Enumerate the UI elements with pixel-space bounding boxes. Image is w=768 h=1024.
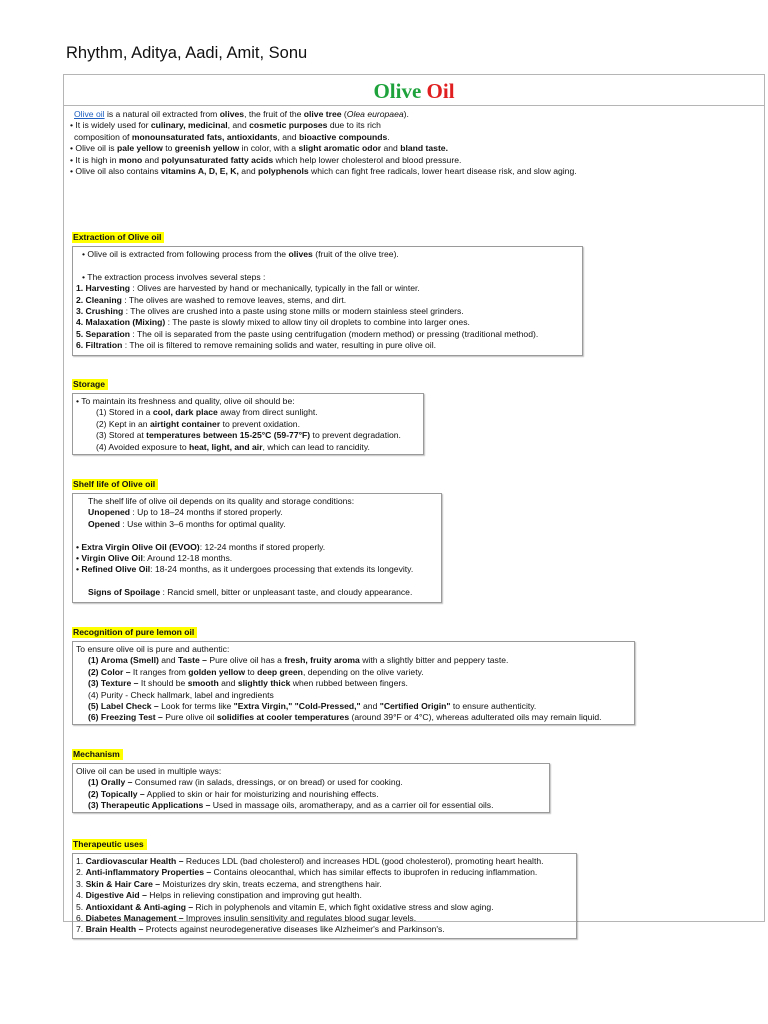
recognition-item [76,701,631,712]
recognition-item [76,667,631,678]
box-line: To ensure olive oil is pure and authentic: [76,644,230,654]
mechanism-item [76,789,546,800]
text: and [360,701,380,712]
extraction-step [76,317,579,328]
text: Helps in relieving constipation and improving gut health. [146,890,362,901]
text: cool, dark place [152,407,218,418]
text: 1. Harvesting [76,283,130,294]
text: 1. [76,856,86,866]
text: composition of [74,131,132,142]
intro-line [70,120,760,131]
text: bland taste. [400,143,448,154]
intro-line [70,109,760,120]
text: • Olive oil is extracted from following process from the [82,249,289,259]
spacer [76,260,579,271]
text: • It is high in [70,154,119,165]
text: Opened [88,518,120,529]
text: Pure olive oil has a [206,655,285,666]
therapeutic-item [76,924,573,935]
extraction-step [76,306,579,317]
text: • Virgin Olive Oil [76,553,143,564]
text: , which can lead to rancidity. [262,441,370,452]
text: and [158,655,178,666]
box-line: Olive oil can be used in multiple ways: [76,766,222,776]
text: 3. [76,878,86,889]
text: which help lower cholesterol and blood pressure. [273,154,462,165]
text: : Use within 3–6 months for optimal quality. [120,518,286,529]
text: : The oil is filtered to remove remaining solids and water, resulting in pure olive oil. [122,340,436,351]
recognition-item [76,655,631,666]
therapeutic-item [76,902,573,913]
recognition-item [76,678,631,689]
text: (3) Texture – [88,678,139,689]
therapeutic-item [76,879,573,890]
storage-heading: Storage [72,379,108,390]
spacer [76,576,438,587]
text: (4) Avoided exposure to [96,441,189,452]
text: (3) Therapeutic Applications – [88,800,211,811]
text: to ensure authenticity. [450,701,537,712]
text: 6. Filtration [76,340,123,351]
text: 4. [76,890,86,901]
author-names: Rhythm, Aditya, Aadi, Amit, Sonu [66,44,308,62]
box-line [76,519,438,530]
extraction-box [72,246,583,356]
text: deep green [257,666,303,677]
extraction-step [76,283,579,294]
text: 2. Cleaning [76,294,122,305]
text: olives [219,109,245,119]
text: , the fruit of the [244,109,304,119]
box-line: • To maintain its freshness and quality, olive oil should be: [76,396,295,406]
text: (2) Color – [88,666,131,677]
text: (2) Topically – [88,788,145,799]
text: which can fight free radicals, lower heart disease risk, and slow aging. [308,166,577,177]
box-line [76,553,438,564]
text: in color, with a [239,143,299,154]
text: : Up to 18–24 months if stored properly. [130,507,283,518]
text: (6) Freezing Test – [88,712,163,723]
text: polyphenols [258,166,309,177]
therapeutic-item [76,890,573,901]
text: Taste – [177,655,207,666]
storage-box [72,393,424,455]
text: Reduces LDL (bad cholesterol) and increases HDL (good cholesterol), promoting heart health. [183,856,544,866]
intro-line [70,132,760,143]
storage-item [76,442,420,453]
mechanism-item [76,777,546,788]
text: polyunsaturated fatty acids [161,154,274,165]
text: , depending on the olive variety. [302,666,424,677]
recognition-heading: Recognition of pure lemon oil [72,627,197,638]
text: Improves insulin sensitivity and regulates blood sugar levels. [183,913,417,924]
text: 5. [76,901,86,912]
text: Cardiovascular Health – [85,856,184,866]
box-line [76,542,438,553]
therapeutic-item [76,867,573,878]
text: slightly thick [237,678,291,689]
text: Consumed raw (in salads, dressings, or on bread) or used for cooking. [132,777,403,788]
text: (1) Stored in a [96,407,153,418]
text: and [238,166,259,177]
text: Skin & Hair Care – [85,878,161,889]
text: Rich in polyphenols and vitamin E, which fight oxidative stress and slow aging. [193,901,494,912]
text: : The oil is separated from the paste using centrifugation (modern method) or pressing (traditional method). [129,328,539,339]
text: bioactive compounds [298,131,388,142]
text: greenish yellow [174,143,240,154]
document-title [64,75,764,106]
box-line: The shelf life of olive oil depends on its quality and storage conditions: [88,496,355,506]
extraction-step [76,340,579,351]
text: Unopened [88,507,131,518]
text: (2) Kept in an [96,418,150,429]
text: with a slightly bitter and peppery taste. [359,655,509,666]
text: Signs of Spoilage [88,587,161,598]
text: Protects against neurodegenerative diseases like Alzheimer's and Parkinson's. [143,924,445,935]
text: cosmetic purposes [249,120,328,131]
text: (1) Aroma (Smell) [88,655,159,666]
box-line [76,564,438,575]
text: Moisturizes dry skin, treats eczema, and strengthens hair. [160,878,382,889]
text: Applied to skin or hair for moisturizing and nourishing effects. [144,788,379,799]
text: : Around 12-18 months. [142,553,233,564]
text: "Certified Origin" [379,701,451,712]
text: 3. Crushing [76,306,124,317]
text: olive tree [303,109,342,119]
text: Look for terms like [158,701,234,712]
box-line: • The extraction process involves several steps : [82,271,266,282]
text: 5. Separation [76,328,130,339]
text: : The paste is slowly mixed to allow tiny oil droplets to combine into larger ones. [165,317,470,328]
text: : The olives are crushed into a paste using stone mills or modern stainless steel grinders. [123,306,464,317]
text: Digestive Aid – [85,890,147,901]
shelf-life-box [72,493,442,603]
box-line [76,249,579,260]
storage-item [76,430,420,441]
text: to [162,143,175,154]
text: 2. [76,867,86,878]
title-word-oil: Oil [426,79,455,103]
text: golden yellow [188,666,246,677]
text: ( [341,109,347,119]
document-frame [63,74,765,935]
text: It should be [138,678,188,689]
text: fresh, fruity aroma [284,655,360,666]
document-body [64,106,764,935]
text: pale yellow [116,143,163,154]
text: • Olive oil is [70,143,117,154]
text: (fruit of the olive tree). [312,249,399,259]
text: 4. Malaxation (Mixing) [76,317,166,328]
mechanism-item [76,800,546,811]
text: Brain Health – [85,924,144,935]
text: and [142,154,162,165]
storage-item [76,419,420,430]
box-line [76,587,438,598]
text: mono [118,154,143,165]
text: smooth [187,678,219,689]
recognition-item [76,712,631,723]
text: and [381,143,401,154]
text: olives [288,249,313,259]
text: 6. [76,913,86,924]
text: • It is widely used for [70,120,151,131]
storage-item [76,407,420,418]
text: Used in massage oils, aromatherapy, and as a carrier oil for essential oils. [210,800,494,811]
mechanism-box [72,763,550,813]
mechanism-heading: Mechanism [72,749,123,760]
text: when rubbed between fingers. [290,678,408,689]
text: to prevent oxidation. [220,418,300,429]
text: Diabetes Management – [85,913,184,924]
text: Olea europaea [346,109,404,119]
text: , and [277,131,299,142]
therapeutic-box [72,853,577,939]
text: : The olives are washed to remove leaves, stems, and dirt. [121,294,347,305]
text: 7. [76,924,86,935]
text: due to its rich [327,120,381,131]
text: • Olive oil also contains [70,166,161,177]
intro-line [70,155,760,166]
extraction-heading: Extraction of Olive oil [72,232,164,243]
spacer [76,530,438,541]
text: (5) Label Check – [88,701,159,712]
text: • Refined Olive Oil [76,564,151,575]
text: monounsaturated fats, antioxidants [131,131,278,142]
text: culinary, medicinal [150,120,228,131]
text: and [218,678,238,689]
shelf-life-heading: Shelf life of Olive oil [72,479,158,490]
text: heat, light, and air [189,441,263,452]
intro-section [70,109,760,177]
text: , and [227,120,250,131]
text: : 18-24 months, as it undergoes processing that extends its longevity. [150,564,414,575]
box-line [76,507,438,518]
text: : 12-24 months if stored properly. [199,541,326,552]
text: (1) Orally – [88,777,133,788]
text: slight aromatic odor [298,143,382,154]
intro-line [70,166,760,177]
text: . [387,131,390,142]
therapeutic-item [76,913,573,924]
text: Anti-inflammatory Properties – [85,867,212,878]
text: (3) Stored at [96,430,147,441]
text: vitamins A, D, E, K, [160,166,239,177]
text: It ranges from [130,666,189,677]
therapeutic-item [76,856,573,867]
extraction-step [76,329,579,340]
title-word-olive: Olive [373,79,422,103]
recognition-box [72,641,635,725]
therapeutic-heading: Therapeutic uses [72,839,147,850]
text: is a natural oil extracted from [104,109,220,119]
text: away from direct sunlight. [217,407,318,418]
text: ). [403,109,409,119]
text: solidifies at cooler temperatures [216,712,350,723]
text: airtight container [149,418,221,429]
text: temperatures between 15-25°C (59-77°F) [146,430,311,441]
text: Pure olive oil [162,712,217,723]
olive-oil-link[interactable]: Olive oil [74,109,105,119]
text: "Extra Virgin," "Cold-Pressed," [233,701,361,712]
text: to [245,666,258,677]
recognition-item: (4) Purity - Check hallmark, label and ingredients [88,689,274,700]
intro-line [70,143,760,154]
text: Antioxidant & Anti-aging – [85,901,194,912]
text: to prevent degradation. [310,430,401,441]
text: • Extra Virgin Olive Oil (EVOO) [76,541,200,552]
text: : Rancid smell, bitter or unpleasant taste, and cloudy appearance. [160,587,413,598]
extraction-step [76,295,579,306]
text: : Olives are harvested by hand or mechanically, typically in the fall or winter. [129,283,420,294]
text: (around 39°F or 4°C), whereas adulterated oils may remain liquid. [349,712,602,723]
text: Contains oleocanthal, which has similar effects to ibuprofen in reducing inflammation. [211,867,538,878]
